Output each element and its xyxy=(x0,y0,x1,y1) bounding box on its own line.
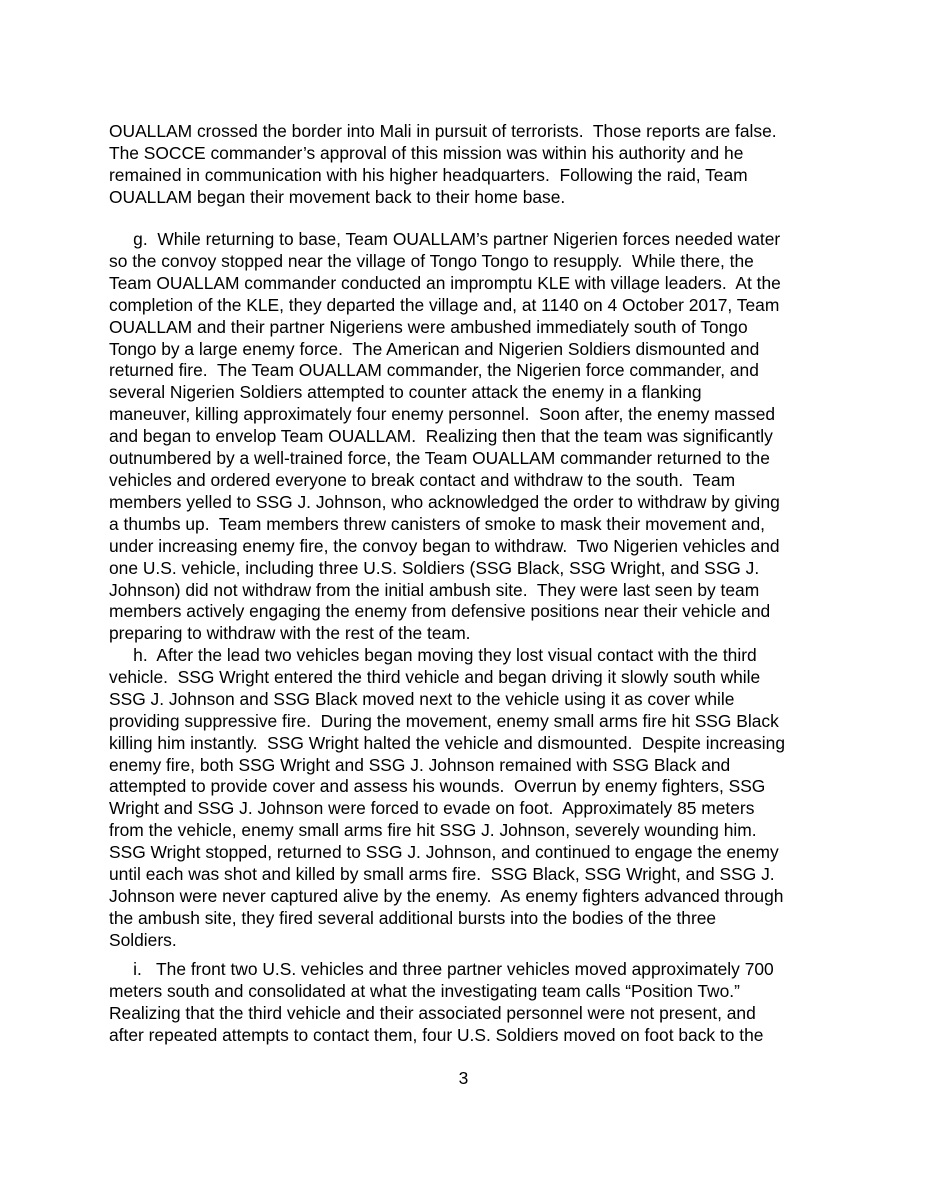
text-line: Tongo by a large enemy force. The American and Nigerien Soldiers dismounted and xyxy=(109,338,760,359)
paragraph-i xyxy=(109,959,821,1047)
paragraph-f-continued xyxy=(109,121,821,209)
text-line: The SOCCE commander’s approval of this mission was within his authority and he xyxy=(109,142,744,163)
text-line: remained in communication with his higher headquarters. Following the raid, Team xyxy=(109,164,748,185)
text-line: providing suppressive fire. During the movement, enemy small arms fire hit SSG Black xyxy=(109,710,779,731)
text-line: several Nigerien Soldiers attempted to counter attack the enemy in a flanking xyxy=(109,382,702,403)
text-line: vehicle. SSG Wright entered the third vehicle and began driving it slowly south while xyxy=(109,666,761,687)
text-line: preparing to withdraw with the rest of the team. xyxy=(109,623,471,644)
text-line: h. After the lead two vehicles began moving they lost visual contact with the third xyxy=(109,645,757,665)
text-line: i. The front two U.S. vehicles and three partner vehicles moved approximately 700 xyxy=(109,959,774,979)
text-line: and began to envelop Team OUALLAM. Realizing then that the team was significantly xyxy=(109,426,773,447)
text-line: members actively engaging the enemy from defensive positions near their vehicle and xyxy=(109,601,771,622)
text-line: killing him instantly. SSG Wright halted the vehicle and dismounted. Despite increasing xyxy=(109,732,786,753)
text-line: maneuver, killing approximately four enemy personnel. Soon after, the enemy massed xyxy=(109,404,776,425)
text-line: until each was shot and killed by small arms fire. SSG Black, SSG Wright, and SSG J. xyxy=(109,864,775,885)
text-line: Team OUALLAM commander conducted an impromptu KLE with village leaders. At the xyxy=(109,272,781,293)
text-line: Soldiers. xyxy=(109,929,177,950)
text-line: attempted to provide cover and assess his wounds. Overrun by enemy fighters, SSG xyxy=(109,776,766,797)
text-line: OUALLAM crossed the border into Mali in pursuit of terrorists. Those reports are false. xyxy=(109,121,777,141)
paragraph-h xyxy=(109,645,821,952)
text-line: SSG Wright stopped, returned to SSG J. Johnson, and continued to engage the enemy xyxy=(109,842,779,863)
text-line: vehicles and ordered everyone to break contact and withdraw to the south. Team xyxy=(109,469,736,490)
page-number: 3 xyxy=(458,1068,469,1088)
paragraph-g xyxy=(109,229,821,645)
text-line: outnumbered by a well-trained force, the Team OUALLAM commander returned to the xyxy=(109,448,770,469)
text-line: Johnson) did not withdraw from the initial ambush site. They were last seen by team xyxy=(109,579,760,600)
text-line: Wright and SSG J. Johnson were forced to evade on foot. Approximately 85 meters xyxy=(109,798,755,819)
text-line: returned fire. The Team OUALLAM commander, the Nigerien force commander, and xyxy=(109,360,759,381)
text-line: OUALLAM and their partner Nigeriens were ambushed immediately south of Tongo xyxy=(109,316,748,337)
text-line: Johnson were never captured alive by the enemy. As enemy fighters advanced through xyxy=(109,885,784,906)
text-line: members yelled to SSG J. Johnson, who acknowledged the order to withdraw by giving xyxy=(109,491,780,512)
text-line: Realizing that the third vehicle and their associated personnel were not present, and xyxy=(109,1002,756,1023)
text-line: the ambush site, they fired several additional bursts into the bodies of the three xyxy=(109,907,717,928)
text-line: g. While returning to base, Team OUALLAM’s partner Nigerien forces needed water xyxy=(109,229,781,249)
text-line: a thumbs up. Team members threw canisters of smoke to mask their movement and, xyxy=(109,513,765,534)
text-line: from the vehicle, enemy small arms fire hit SSG J. Johnson, severely wounding him. xyxy=(109,820,757,841)
text-line: after repeated attempts to contact them, four U.S. Soldiers moved on foot back to the xyxy=(109,1024,764,1045)
text-line: so the convoy stopped near the village of Tongo Tongo to resupply. While there, the xyxy=(109,250,754,271)
text-line: SSG J. Johnson and SSG Black moved next to the vehicle using it as cover while xyxy=(109,688,735,709)
text-line: under increasing enemy fire, the convoy began to withdraw. Two Nigerien vehicles and xyxy=(109,535,780,556)
text-line: meters south and consolidated at what the investigating team calls “Position Two.” xyxy=(109,980,740,1001)
text-line: OUALLAM began their movement back to their home base. xyxy=(109,186,566,207)
text-line: enemy fire, both SSG Wright and SSG J. Johnson remained with SSG Black and xyxy=(109,754,731,775)
text-line: one U.S. vehicle, including three U.S. Soldiers (SSG Black, SSG Wright, and SSG J. xyxy=(109,557,760,578)
text-line: completion of the KLE, they departed the village and, at 1140 on 4 October 2017, Team xyxy=(109,294,780,315)
